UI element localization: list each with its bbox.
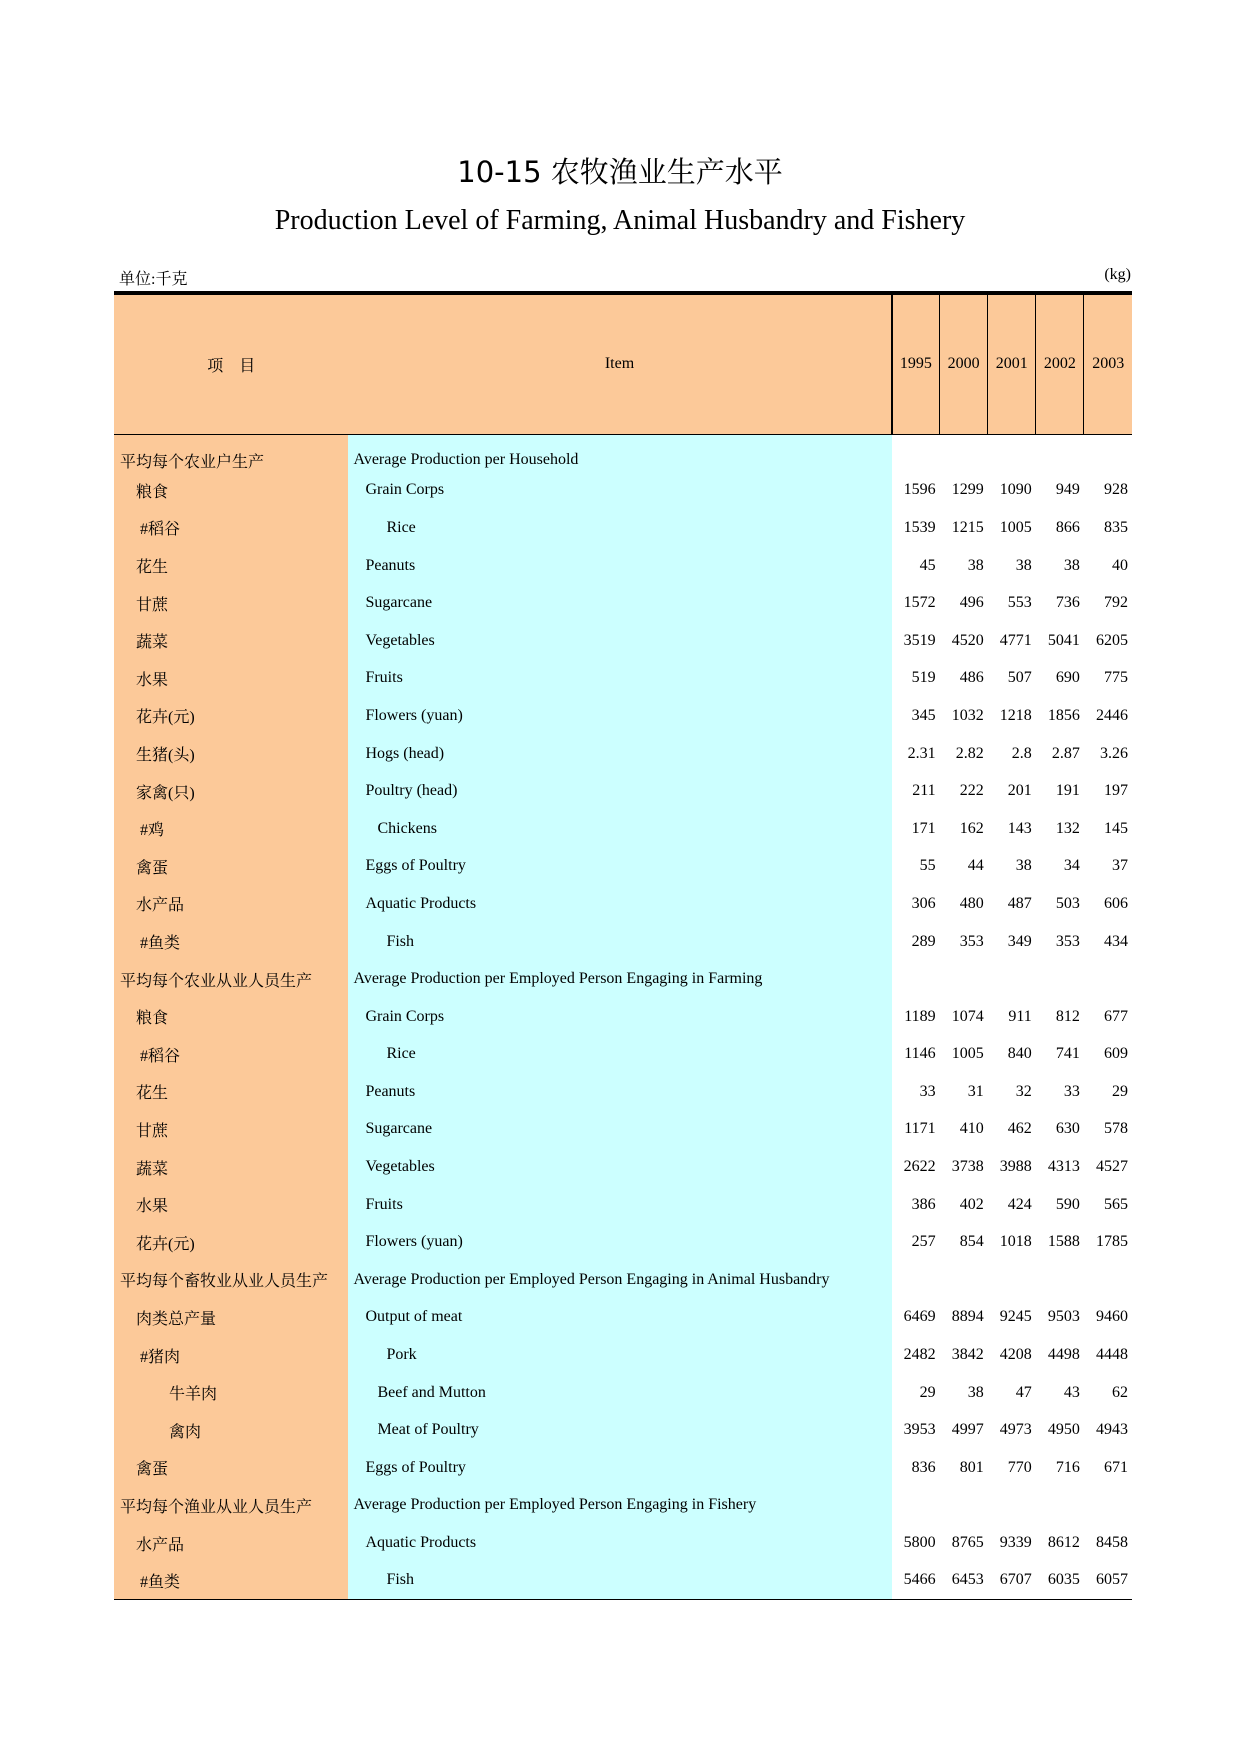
cell-value-2000: 44 [967, 857, 984, 875]
table-body [114, 434, 1132, 1599]
row-label-en: Vegetables [348, 622, 891, 660]
page-title-cn: 10-15 农牧渔业生产水平 [457, 155, 783, 189]
cell-value-2001: 47 [1015, 1383, 1032, 1401]
cell-value-2000 [940, 1487, 988, 1525]
table-row [114, 923, 1132, 961]
cell-value-2000: 854 [959, 1233, 984, 1251]
cell-value-2001: 553 [1007, 594, 1032, 612]
cell-value-2000: 3738 [951, 1158, 984, 1176]
cell-value-2000: 486 [959, 669, 984, 687]
cell-value-2003: 6057 [1084, 1562, 1132, 1600]
row-label-en: Vegetables [348, 1148, 891, 1186]
cell-value-2000: 1074 [951, 1007, 984, 1025]
row-label-cn: 粮食 [114, 998, 348, 1036]
cell-value-2000: 410 [959, 1120, 984, 1138]
row-label-cn: 平均每个农业户生产 [114, 434, 348, 472]
row-label-cn: #猪肉 [114, 1336, 348, 1374]
row-label-en: Chickens [348, 810, 891, 848]
cell-value-2002: 8612 [1047, 1534, 1080, 1552]
cell-value-1995: 1539 [903, 518, 936, 536]
cell-value-2001 [988, 1487, 1036, 1525]
header-year: 1995 [892, 293, 940, 434]
row-label-en: Average Production per Household [348, 434, 891, 472]
cell-value-2001: 4208 [999, 1346, 1032, 1364]
cell-value-2000: 1032 [951, 706, 984, 724]
table-row [114, 660, 1132, 698]
cell-value-2003: 6205 [1096, 631, 1128, 649]
cell-value-2000: 480 [959, 894, 984, 912]
cell-value-2003: 37 [1112, 857, 1128, 875]
cell-value-2002: 191 [1055, 782, 1080, 800]
cell-value-2002: 4313 [1047, 1158, 1080, 1176]
table-row [114, 1524, 1132, 1562]
row-label-cn: 甘蔗 [114, 1111, 348, 1149]
cell-value-2000: 3842 [951, 1346, 984, 1364]
cell-value-2000: 1215 [951, 518, 984, 536]
cell-value-1995: 306 [911, 894, 936, 912]
cell-value-2002: 590 [1055, 1195, 1080, 1213]
section-row [114, 1261, 1132, 1299]
cell-value-2003: 8458 [1096, 1534, 1128, 1552]
cell-value-2001: 840 [1007, 1045, 1032, 1063]
row-label-en: Eggs of Poultry [348, 1449, 891, 1487]
row-label-cn: 生猪(头) [114, 735, 348, 773]
cell-value-1995: 345 [911, 706, 936, 724]
row-label-en: Sugarcane [348, 584, 891, 622]
row-label-en: Average Production per Employed Person Engaging in Farming [348, 960, 891, 998]
row-label-en: Fruits [348, 1186, 891, 1224]
cell-value-2002: 630 [1055, 1120, 1080, 1138]
cell-value-2003: 835 [1104, 518, 1128, 536]
section-row [114, 960, 1132, 998]
header-year: 2003 [1084, 293, 1132, 434]
cell-value-2003: 197 [1104, 782, 1128, 800]
row-label-en: Beef and Mutton [348, 1374, 891, 1412]
cell-value-1995 [892, 1261, 940, 1299]
table-row [114, 697, 1132, 735]
cell-value-2002: 33 [1063, 1082, 1080, 1100]
cell-value-2003: 4943 [1096, 1421, 1128, 1439]
cell-value-2001: 507 [1007, 669, 1032, 687]
row-label-en: Fruits [348, 660, 891, 698]
row-label-en: Eggs of Poultry [348, 848, 891, 886]
row-label-cn: 花生 [114, 1073, 348, 1111]
table-row [114, 622, 1132, 660]
cell-value-2001 [988, 1261, 1036, 1299]
cell-value-1995 [892, 960, 940, 998]
cell-value-2001 [988, 434, 1036, 472]
row-label-en: Peanuts [348, 547, 891, 585]
cell-value-1995: 836 [911, 1458, 936, 1476]
row-label-cn: 平均每个农业从业人员生产 [114, 960, 348, 998]
cell-value-1995: 45 [919, 556, 936, 574]
header-year: 2000 [940, 293, 988, 434]
cell-value-2000: 6453 [940, 1562, 988, 1600]
cell-value-1995: 211 [912, 782, 936, 800]
row-label-cn: #鱼类 [114, 1562, 348, 1600]
row-label-cn: 水产品 [114, 1524, 348, 1562]
table-row [114, 547, 1132, 585]
row-label-cn: 禽蛋 [114, 1449, 348, 1487]
cell-value-2000 [940, 434, 988, 472]
cell-value-2003: 29 [1112, 1082, 1128, 1100]
cell-value-1995: 33 [919, 1082, 936, 1100]
section-row [114, 434, 1132, 472]
cell-value-2001: 38 [1015, 857, 1032, 875]
cell-value-2000: 31 [967, 1082, 984, 1100]
cell-value-1995: 2.31 [907, 744, 936, 762]
row-label-cn: 禽肉 [114, 1411, 348, 1449]
row-label-en: Grain Corps [348, 998, 891, 1036]
cell-value-2000: 8894 [951, 1308, 984, 1326]
cell-value-2002: 4498 [1047, 1346, 1080, 1364]
table-row [114, 885, 1132, 923]
table-row [114, 1449, 1132, 1487]
cell-value-2002: 34 [1063, 857, 1080, 875]
cell-value-2002 [1036, 1487, 1084, 1525]
cell-value-2003: 434 [1104, 932, 1128, 950]
cell-value-1995: 1146 [904, 1045, 936, 1063]
cell-value-2003: 4448 [1096, 1346, 1128, 1364]
cell-value-1995: 5466 [892, 1562, 940, 1600]
cell-value-2003: 62 [1112, 1383, 1128, 1401]
cell-value-2003 [1084, 434, 1132, 472]
row-label-cn: 蔬菜 [114, 622, 348, 660]
cell-value-2000: 496 [959, 594, 984, 612]
table-row [114, 1111, 1132, 1149]
cell-value-2003: 3.26 [1100, 744, 1128, 762]
cell-value-2000: 801 [959, 1458, 984, 1476]
table-row [114, 810, 1132, 848]
cell-value-2002: 6035 [1036, 1562, 1084, 1600]
cell-value-2003: 609 [1104, 1045, 1128, 1063]
cell-value-2001: 462 [1007, 1120, 1032, 1138]
cell-value-2001: 4973 [999, 1421, 1032, 1439]
row-label-cn: 平均每个畜牧业从业人员生产 [114, 1261, 348, 1299]
row-label-cn: #稻谷 [114, 1036, 348, 1074]
cell-value-2002: 949 [1055, 481, 1080, 499]
table-row [114, 1223, 1132, 1261]
row-label-en: Output of meat [348, 1299, 891, 1337]
cell-value-2002: 1856 [1047, 706, 1080, 724]
row-label-cn: #鸡 [114, 810, 348, 848]
row-label-en: Fish [348, 1562, 891, 1600]
cell-value-1995: 6469 [903, 1308, 936, 1326]
table-row [114, 1411, 1132, 1449]
cell-value-2001: 1018 [999, 1233, 1032, 1251]
cell-value-1995: 2622 [903, 1158, 936, 1176]
cell-value-2003: 677 [1104, 1007, 1128, 1025]
table-row [114, 1562, 1132, 1600]
section-row [114, 1487, 1132, 1525]
header-year: 2002 [1036, 293, 1084, 434]
row-label-cn: 花生 [114, 547, 348, 585]
cell-value-1995 [892, 434, 940, 472]
cell-value-2001: 143 [1007, 819, 1032, 837]
table-row [114, 1186, 1132, 1224]
row-label-en: Flowers (yuan) [348, 697, 891, 735]
cell-value-2000: 222 [959, 782, 984, 800]
table-row [114, 772, 1132, 810]
cell-value-1995: 1572 [903, 594, 936, 612]
cell-value-2002: 1588 [1047, 1233, 1080, 1251]
cell-value-2003: 578 [1104, 1120, 1128, 1138]
table-row [114, 1336, 1132, 1374]
unit-label-en: (kg) [1104, 266, 1131, 283]
cell-value-1995: 2482 [903, 1346, 936, 1364]
cell-value-1995 [892, 1487, 940, 1525]
cell-value-1995: 1171 [904, 1120, 936, 1138]
cell-value-2000: 4997 [951, 1421, 984, 1439]
cell-value-2000: 1005 [951, 1045, 984, 1063]
cell-value-2003: 4527 [1096, 1158, 1128, 1176]
row-label-cn: 粮食 [114, 472, 348, 510]
cell-value-1995: 386 [911, 1195, 936, 1213]
cell-value-2002: 4950 [1047, 1421, 1080, 1439]
cell-value-2001: 424 [1007, 1195, 1032, 1213]
cell-value-2002: 353 [1055, 932, 1080, 950]
production-table [114, 291, 1132, 1600]
header-item-cn: 项 目 [114, 293, 348, 434]
cell-value-1995: 3519 [903, 631, 936, 649]
row-label-cn: 花卉(元) [114, 697, 348, 735]
cell-value-1995: 519 [911, 669, 936, 687]
cell-value-2003: 928 [1104, 481, 1128, 499]
cell-value-2001: 4771 [999, 631, 1032, 649]
cell-value-2000: 38 [967, 1383, 984, 1401]
row-label-cn: 牛羊肉 [114, 1374, 348, 1412]
row-label-en: Sugarcane [348, 1111, 891, 1149]
cell-value-2001: 1218 [999, 706, 1032, 724]
row-label-en: Average Production per Employed Person Engaging in Animal Husbandry [348, 1261, 891, 1299]
cell-value-2000 [940, 1261, 988, 1299]
cell-value-2001: 9339 [999, 1534, 1032, 1552]
table-header-row [114, 293, 1132, 434]
cell-value-2002 [1036, 960, 1084, 998]
cell-value-1995: 1596 [903, 481, 936, 499]
row-label-en: Flowers (yuan) [348, 1223, 891, 1261]
cell-value-1995: 289 [911, 932, 936, 950]
row-label-cn: #鱼类 [114, 923, 348, 961]
row-label-cn: 水果 [114, 660, 348, 698]
cell-value-1995: 3953 [903, 1421, 936, 1439]
page-title-en: Production Level of Farming, Animal Husbandry and Fishery [274, 205, 966, 236]
unit-label-cn: 单位:千克 [119, 271, 188, 288]
cell-value-2003 [1084, 1261, 1132, 1299]
cell-value-2000: 2.82 [955, 744, 984, 762]
cell-value-2001: 6707 [988, 1562, 1036, 1600]
cell-value-2001: 3988 [999, 1158, 1032, 1176]
cell-value-2003: 9460 [1096, 1308, 1128, 1326]
cell-value-1995: 55 [919, 857, 936, 875]
cell-value-2002: 9503 [1047, 1308, 1080, 1326]
table-row [114, 1374, 1132, 1412]
table-row [114, 848, 1132, 886]
cell-value-2003 [1084, 1487, 1132, 1525]
row-label-cn: 水产品 [114, 885, 348, 923]
cell-value-2001: 9245 [999, 1308, 1032, 1326]
header-year: 2001 [988, 293, 1036, 434]
cell-value-2002: 716 [1055, 1458, 1080, 1476]
table-row [114, 1299, 1132, 1337]
table-row [114, 735, 1132, 773]
row-label-cn: #稻谷 [114, 509, 348, 547]
row-label-cn: 水果 [114, 1186, 348, 1224]
row-label-cn: 花卉(元) [114, 1223, 348, 1261]
cell-value-1995: 29 [919, 1383, 936, 1401]
row-label-en: Pork [348, 1336, 891, 1374]
row-label-cn: 蔬菜 [114, 1148, 348, 1186]
cell-value-2002: 132 [1055, 819, 1080, 837]
cell-value-2001: 1005 [999, 518, 1032, 536]
cell-value-1995: 257 [911, 1233, 936, 1251]
row-label-en: Average Production per Employed Person Engaging in Fishery [348, 1487, 891, 1525]
cell-value-2001: 201 [1007, 782, 1032, 800]
cell-value-2000: 4520 [951, 631, 984, 649]
cell-value-2001: 38 [1015, 556, 1032, 574]
cell-value-2003: 565 [1104, 1195, 1128, 1213]
table-row [114, 509, 1132, 547]
cell-value-2002: 38 [1063, 556, 1080, 574]
header-item-en: Item [348, 293, 891, 434]
table-row [114, 1148, 1132, 1186]
cell-value-2003: 606 [1104, 894, 1128, 912]
cell-value-2001: 2.8 [1011, 744, 1032, 762]
cell-value-2002 [1036, 434, 1084, 472]
table-row [114, 472, 1132, 510]
cell-value-2003: 2446 [1096, 706, 1128, 724]
row-label-en: Grain Corps [348, 472, 891, 510]
cell-value-1995: 171 [911, 819, 936, 837]
row-label-cn: 甘蔗 [114, 584, 348, 622]
cell-value-2003: 1785 [1096, 1233, 1128, 1251]
row-label-en: Rice [348, 509, 891, 547]
cell-value-2003 [1084, 960, 1132, 998]
cell-value-2003: 792 [1104, 594, 1128, 612]
cell-value-2000: 353 [959, 932, 984, 950]
cell-value-2002: 812 [1055, 1007, 1080, 1025]
table-row [114, 998, 1132, 1036]
cell-value-2002: 503 [1055, 894, 1080, 912]
cell-value-2003: 671 [1104, 1458, 1128, 1476]
cell-value-2000: 402 [959, 1195, 984, 1213]
row-label-en: Meat of Poultry [348, 1411, 891, 1449]
cell-value-2000: 162 [959, 819, 984, 837]
cell-value-2002: 736 [1055, 594, 1080, 612]
cell-value-2000: 8765 [951, 1534, 984, 1552]
row-label-cn: 平均每个渔业从业人员生产 [114, 1487, 348, 1525]
cell-value-2002: 5041 [1047, 631, 1080, 649]
row-label-en: Aquatic Products [348, 885, 891, 923]
cell-value-2002: 2.87 [1051, 744, 1080, 762]
row-label-en: Aquatic Products [348, 1524, 891, 1562]
cell-value-2000: 1299 [951, 481, 984, 499]
cell-value-1995: 5800 [903, 1534, 936, 1552]
row-label-en: Fish [348, 923, 891, 961]
cell-value-2003: 40 [1112, 556, 1128, 574]
cell-value-2003: 775 [1104, 669, 1128, 687]
row-label-cn: 禽蛋 [114, 848, 348, 886]
cell-value-2002: 690 [1055, 669, 1080, 687]
row-label-cn: 家禽(只) [114, 772, 348, 810]
cell-value-2001: 1090 [999, 481, 1032, 499]
cell-value-1995: 1189 [904, 1007, 936, 1025]
cell-value-2001: 911 [1008, 1007, 1032, 1025]
cell-value-2002: 43 [1063, 1383, 1080, 1401]
table-row [114, 1036, 1132, 1074]
row-label-en: Poultry (head) [348, 772, 891, 810]
row-label-cn: 肉类总产量 [114, 1299, 348, 1337]
cell-value-2000: 38 [967, 556, 984, 574]
cell-value-2001: 770 [1007, 1458, 1032, 1476]
cell-value-2000 [940, 960, 988, 998]
cell-value-2001: 487 [1007, 894, 1032, 912]
cell-value-2001 [988, 960, 1036, 998]
row-label-en: Rice [348, 1036, 891, 1074]
cell-value-2001: 32 [1015, 1082, 1032, 1100]
cell-value-2002: 866 [1055, 518, 1080, 536]
row-label-en: Peanuts [348, 1073, 891, 1111]
table-row [114, 584, 1132, 622]
cell-value-2002: 741 [1055, 1045, 1080, 1063]
cell-value-2003: 145 [1104, 819, 1128, 837]
cell-value-2002 [1036, 1261, 1084, 1299]
row-label-en: Hogs (head) [348, 735, 891, 773]
cell-value-2001: 349 [1007, 932, 1032, 950]
table-row [114, 1073, 1132, 1111]
